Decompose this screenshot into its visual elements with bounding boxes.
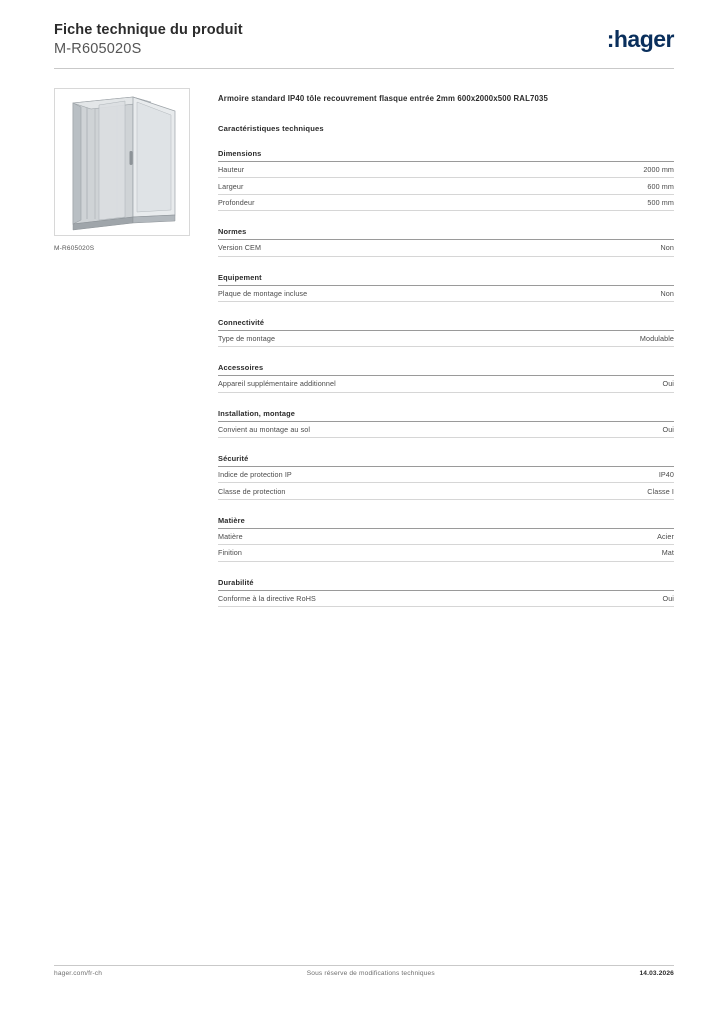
footer-date: 14.03.2026 (639, 970, 674, 977)
spec-group-title: Dimensions (218, 149, 674, 162)
footer-disclaimer: Sous réserve de modifications techniques (306, 970, 435, 977)
spec-group-title: Installation, montage (218, 409, 674, 422)
spec-group-title: Normes (218, 227, 674, 240)
spec-value: Acier (657, 531, 674, 541)
spec-value: Modulable (639, 334, 674, 344)
spec-row (218, 422, 674, 438)
spec-value: 500 mm (647, 197, 674, 207)
spec-label: Indice de protection IP (218, 470, 292, 480)
spec-group (218, 273, 674, 302)
spec-label: Profondeur (218, 197, 255, 207)
spec-row (218, 545, 674, 561)
spec-row (218, 331, 674, 347)
page-footer (54, 970, 674, 977)
spec-value: IP40 (658, 470, 674, 480)
spec-group-title: Accessoires (218, 363, 674, 376)
spec-content (218, 93, 674, 607)
product-image-caption: M-R605020S (54, 245, 95, 252)
spec-section-heading: Caractéristiques techniques (218, 124, 324, 133)
spec-label: Classe de protection (218, 486, 286, 496)
spec-group (218, 227, 674, 256)
spec-row (218, 529, 674, 545)
spec-label: Plaque de montage incluse (218, 288, 308, 298)
spec-label: Type de montage (218, 334, 276, 344)
spec-label: Matière (218, 531, 243, 541)
page-title: Fiche technique du produit (54, 22, 243, 38)
spec-groups (218, 149, 674, 607)
product-image (54, 88, 190, 236)
spec-group (218, 149, 674, 211)
header-divider (54, 68, 674, 69)
spec-value: Oui (662, 379, 674, 389)
product-reference: M-R605020S (54, 41, 142, 57)
title-block (54, 22, 243, 58)
spec-label: Version CEM (218, 243, 262, 253)
spec-group (218, 516, 674, 562)
spec-group-title: Sécurité (218, 454, 674, 467)
spec-label: Largeur (218, 181, 244, 191)
spec-group (218, 318, 674, 347)
footer-divider (54, 965, 674, 966)
spec-row (218, 162, 674, 178)
spec-value: Non (660, 243, 674, 253)
spec-value: Mat (661, 548, 674, 558)
spec-row (218, 240, 674, 256)
spec-value: Non (660, 288, 674, 298)
spec-group-title: Matière (218, 516, 674, 529)
spec-row (218, 467, 674, 483)
hager-logo: :hager (606, 26, 674, 52)
spec-row (218, 376, 674, 392)
footer-website[interactable]: hager.com/fr-ch (54, 970, 103, 977)
spec-group (218, 363, 674, 392)
spec-group-title: Equipement (218, 273, 674, 286)
spec-row (218, 178, 674, 194)
spec-row (218, 195, 674, 211)
spec-group (218, 409, 674, 438)
spec-group (218, 578, 674, 607)
spec-group (218, 454, 674, 500)
spec-value: Oui (662, 424, 674, 434)
spec-row (218, 591, 674, 607)
spec-label: Finition (218, 548, 242, 558)
cabinet-illustration (55, 89, 189, 235)
spec-label: Appareil supplémentaire additionnel (218, 379, 336, 389)
page-header (54, 22, 674, 58)
spec-row (218, 483, 674, 499)
spec-value: 2000 mm (643, 165, 674, 175)
spec-group-title: Durabilité (218, 578, 674, 591)
spec-label: Conforme à la directive RoHS (218, 593, 316, 603)
spec-value: Classe I (647, 486, 674, 496)
product-title: Armoire standard IP40 tôle recouvrement flasque entrée 2mm 600x2000x500 RAL7035 (218, 94, 548, 103)
spec-value: 600 mm (647, 181, 674, 191)
spec-row (218, 286, 674, 302)
spec-group-title: Connectivité (218, 318, 674, 331)
spec-value: Oui (662, 593, 674, 603)
spec-label: Hauteur (218, 165, 245, 175)
spec-label: Convient au montage au sol (218, 424, 311, 434)
